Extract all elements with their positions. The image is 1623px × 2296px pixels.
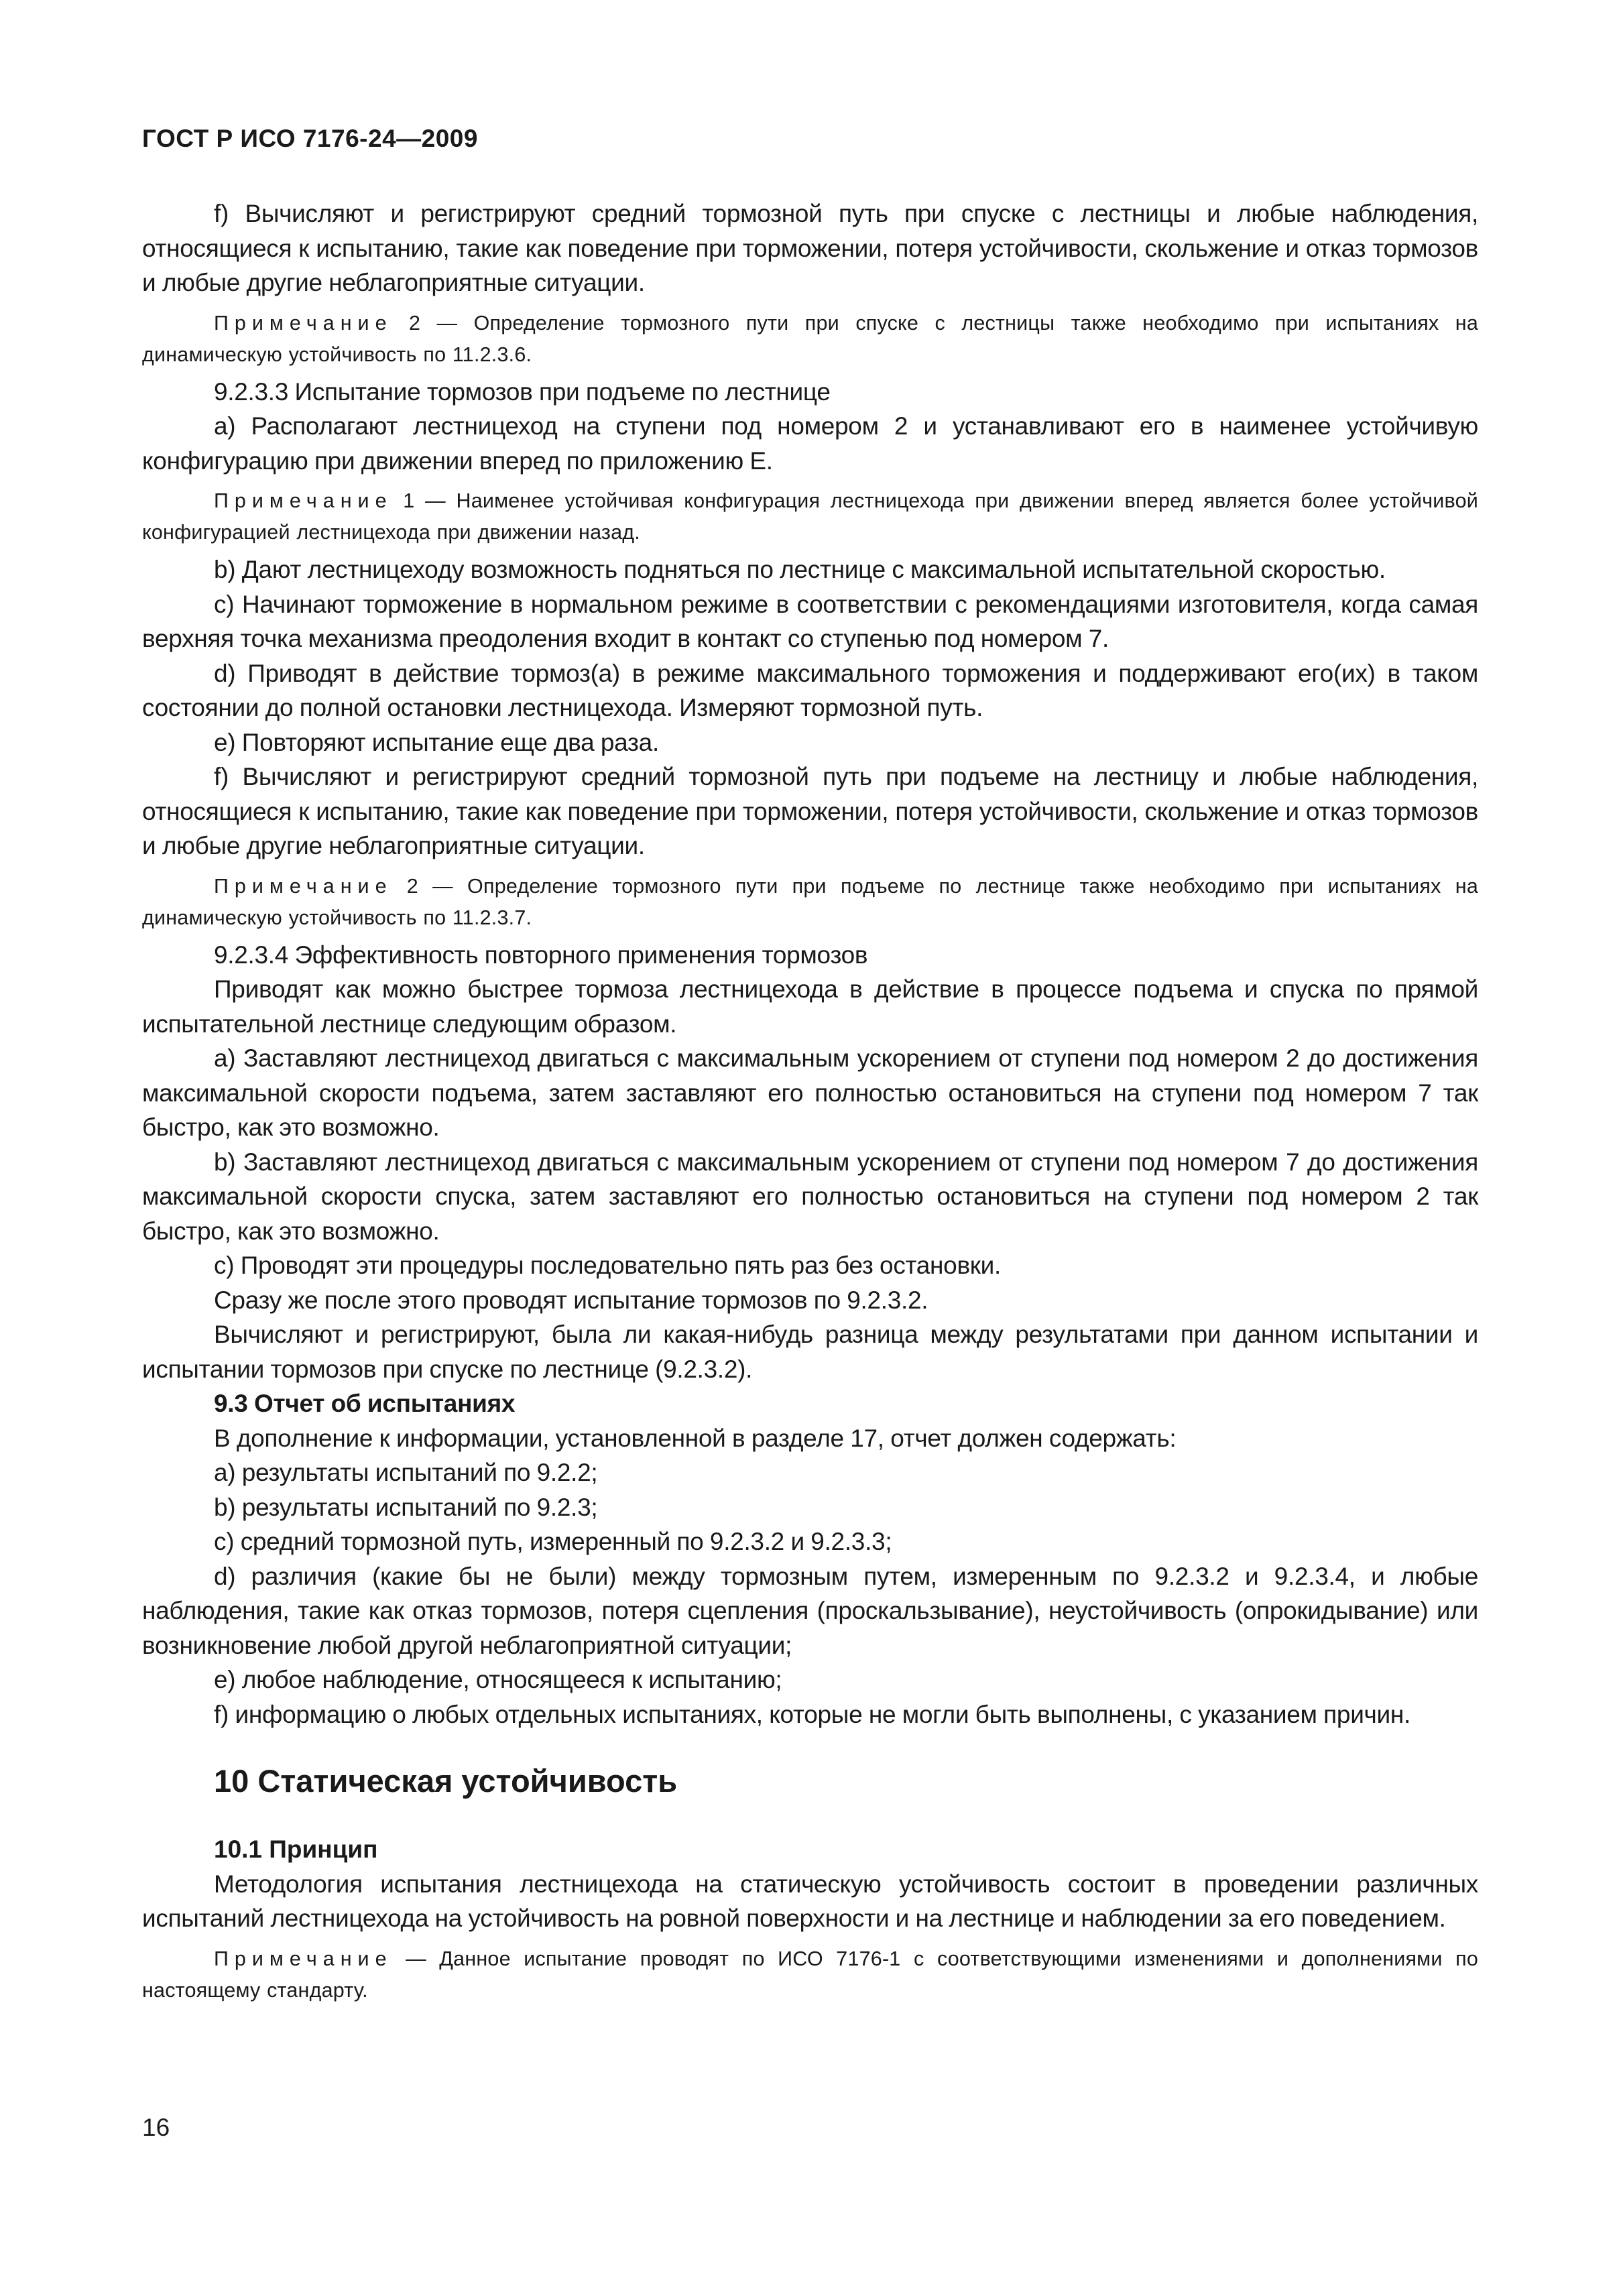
note-text: 1 — Наименее устойчивая конфигурация лестницехода при движении вперед является более устойчивой конфигурацией лестницехода при движении назад. bbox=[142, 489, 1478, 544]
note bbox=[142, 1943, 1478, 2006]
note-text: — Данное испытание проводят по ИСО 7176-1 с соответствующими изменениями и дополнениями по настоящему стандарту. bbox=[142, 1947, 1478, 2002]
paragraph: b) Заставляют лестницеход двигаться с максимальным ускорением от ступени под номером 7 до достижения максимальной скорости спуска, затем заставляют его полностью остановиться на ступени под номером 2 так быстро, как это возможно. bbox=[142, 1148, 1478, 1245]
subsection-title: 9.2.3.3 Испытание тормозов при подъеме по лестнице bbox=[214, 377, 831, 406]
paragraph: Методология испытания лестницехода на статическую устойчивость состоит в проведении различных испытаний лестницехода на устойчивость на ровной поверхности и на лестнице и наблюдении за его поведением. bbox=[142, 1870, 1478, 1932]
note-label: Примечание bbox=[214, 874, 393, 898]
subsection-title: 9.2.3.4 Эффективность повторного применения тормозов bbox=[214, 941, 868, 969]
paragraph: В дополнение к информации, установленной в разделе 17, отчет должен содержать: bbox=[214, 1424, 1177, 1452]
list-item: a) результаты испытаний по 9.2.2; bbox=[214, 1459, 598, 1486]
note bbox=[142, 308, 1478, 371]
note-text: 2 — Определение тормозного пути при подъеме по лестнице также необходимо при испытаниях на динамическую устойчивость по 11.2.3.7. bbox=[142, 874, 1478, 929]
section-heading-10: 10 Статическая устойчивость bbox=[214, 1763, 678, 1799]
paragraph: f) Вычисляют и регистрируют средний тормозной путь при спуске с лестницы и любые наблюдения, относящиеся к испытанию, такие как поведение при торможении, потеря устойчивости, скольжение и отказ тормозов и любые другие неблагоприятные ситуации. bbox=[142, 200, 1478, 296]
list-item: b) результаты испытаний по 9.2.3; bbox=[214, 1493, 598, 1521]
document-header: ГОСТ Р ИСО 7176-24—2009 bbox=[142, 125, 478, 152]
section-heading-9-3: 9.3 Отчет об испытаниях bbox=[214, 1390, 516, 1417]
section-heading-10-1: 10.1 Принцип bbox=[214, 1835, 378, 1863]
note-label: Примечание bbox=[214, 1947, 393, 1970]
page-body bbox=[142, 196, 1478, 2010]
note bbox=[142, 485, 1478, 548]
paragraph: a) Располагают лестницеход на ступени под номером 2 и устанавливают его в наименее устойчивую конфигурацию при движении вперед по приложению Е. bbox=[142, 412, 1478, 475]
paragraph: e) Повторяют испытание еще два раза. bbox=[214, 728, 659, 756]
paragraph: b) Дают лестницеходу возможность подняться по лестнице с максимальной испытательной скоростью. bbox=[214, 556, 1386, 583]
paragraph: Сразу же после этого проводят испытание тормозов по 9.2.3.2. bbox=[214, 1286, 928, 1314]
note bbox=[142, 871, 1478, 934]
page-number: 16 bbox=[142, 2114, 170, 2141]
list-item: f) информацию о любых отдельных испытаниях, которые не могли быть выполнены, с указанием причин. bbox=[214, 1700, 1411, 1728]
list-item: d) различия (какие бы не были) между тормозным путем, измеренным по 9.2.3.2 и 9.2.3.4, и любые наблюдения, такие как отказ тормозов, потеря сцепления (проскальзывание), неустойчивость (опрокидывание) или возникновение любой другой неблагоприятной ситуации; bbox=[142, 1562, 1478, 1659]
list-item: c) средний тормозной путь, измеренный по 9.2.3.2 и 9.2.3.3; bbox=[214, 1528, 892, 1555]
paragraph: c) Проводят эти процедуры последовательно пять раз без остановки. bbox=[214, 1252, 1002, 1279]
note-label: Примечание bbox=[214, 311, 393, 335]
paragraph: Вычисляют и регистрируют, была ли какая-нибудь разница между результатами при данном испытании и испытании тормозов при спуске по лестнице (9.2.3.2). bbox=[142, 1321, 1478, 1383]
paragraph: d) Приводят в действие тормоз(а) в режиме максимального торможения и поддерживают его(их) в таком состоянии до полной остановки лестницехода. Измеряют тормозной путь. bbox=[142, 659, 1478, 721]
list-item: e) любое наблюдение, относящееся к испытанию; bbox=[214, 1666, 782, 1693]
paragraph: a) Заставляют лестницеход двигаться с максимальным ускорением от ступени под номером 2 до достижения максимальной скорости подъема, затем заставляют его полностью остановиться на ступени под номером 7 так быстро, как это возможно. bbox=[142, 1044, 1478, 1141]
paragraph: c) Начинают торможение в нормальном режиме в соответствии с рекомендациями изготовителя, когда самая верхняя точка механизма преодоления входит в контакт со ступенью под номером 7. bbox=[142, 590, 1478, 652]
paragraph: f) Вычисляют и регистрируют средний тормозной путь при подъеме на лестницу и любые наблюдения, относящиеся к испытанию, такие как поведение при торможении, потеря устойчивости, скольжение и отказ тормозов и любые другие неблагоприятные ситуации. bbox=[142, 763, 1478, 859]
paragraph: Приводят как можно быстрее тормоза лестницехода в действие в процессе подъема и спуска по прямой испытательной лестнице следующим образом. bbox=[142, 975, 1478, 1038]
note-label: Примечание bbox=[214, 489, 393, 512]
note-text: 2 — Определение тормозного пути при спуске с лестницы также необходимо при испытаниях на динамическую устойчивость по 11.2.3.6. bbox=[142, 311, 1478, 366]
